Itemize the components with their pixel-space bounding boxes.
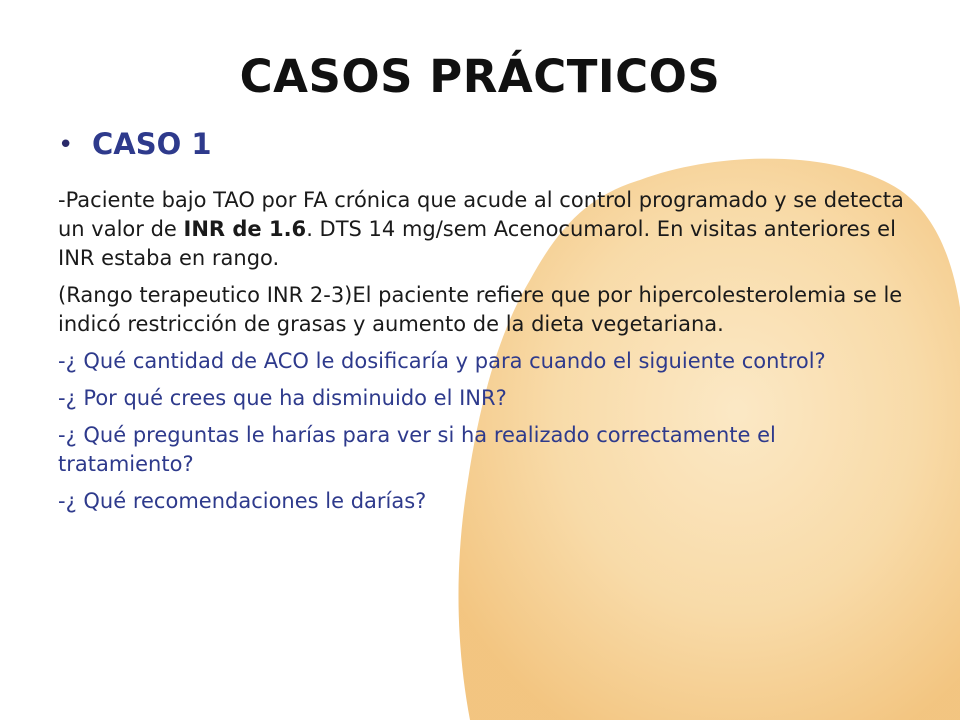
case-description [58,186,918,273]
slide-title: CASOS PRÁCTICOS [239,50,721,103]
bullet-icon: • [58,129,74,160]
slide-body [58,186,918,524]
case-text-part-a: -Paciente bajo TAO por FA crónica que acude al control programado y se detecta un valor de [58,188,904,241]
case-context: (Rango terapeutico INR 2-3)El paciente refiere que por hipercolesterolemia se le indicó restricción de grasas y aumento de la dieta vegetariana. [58,282,903,336]
question-4: -¿ Qué recomendaciones le darías? [58,488,427,513]
question-2: -¿ Por qué crees que ha disminuido el INR? [58,385,507,410]
question-3: -¿ Qué preguntas le harías para ver si ha realizado correctamente el tratamiento? [58,422,776,476]
inr-value: INR de 1.6 [183,216,307,241]
case-label: CASO 1 [92,127,212,161]
case-text-part-b: . DTS 14 mg/sem Acenocumarol. En visitas anteriores el INR estaba en rango. [58,216,896,270]
question-1: -¿ Qué cantidad de ACO le dosificaría y para cuando el siguiente control? [58,348,826,373]
case-heading [58,127,212,161]
